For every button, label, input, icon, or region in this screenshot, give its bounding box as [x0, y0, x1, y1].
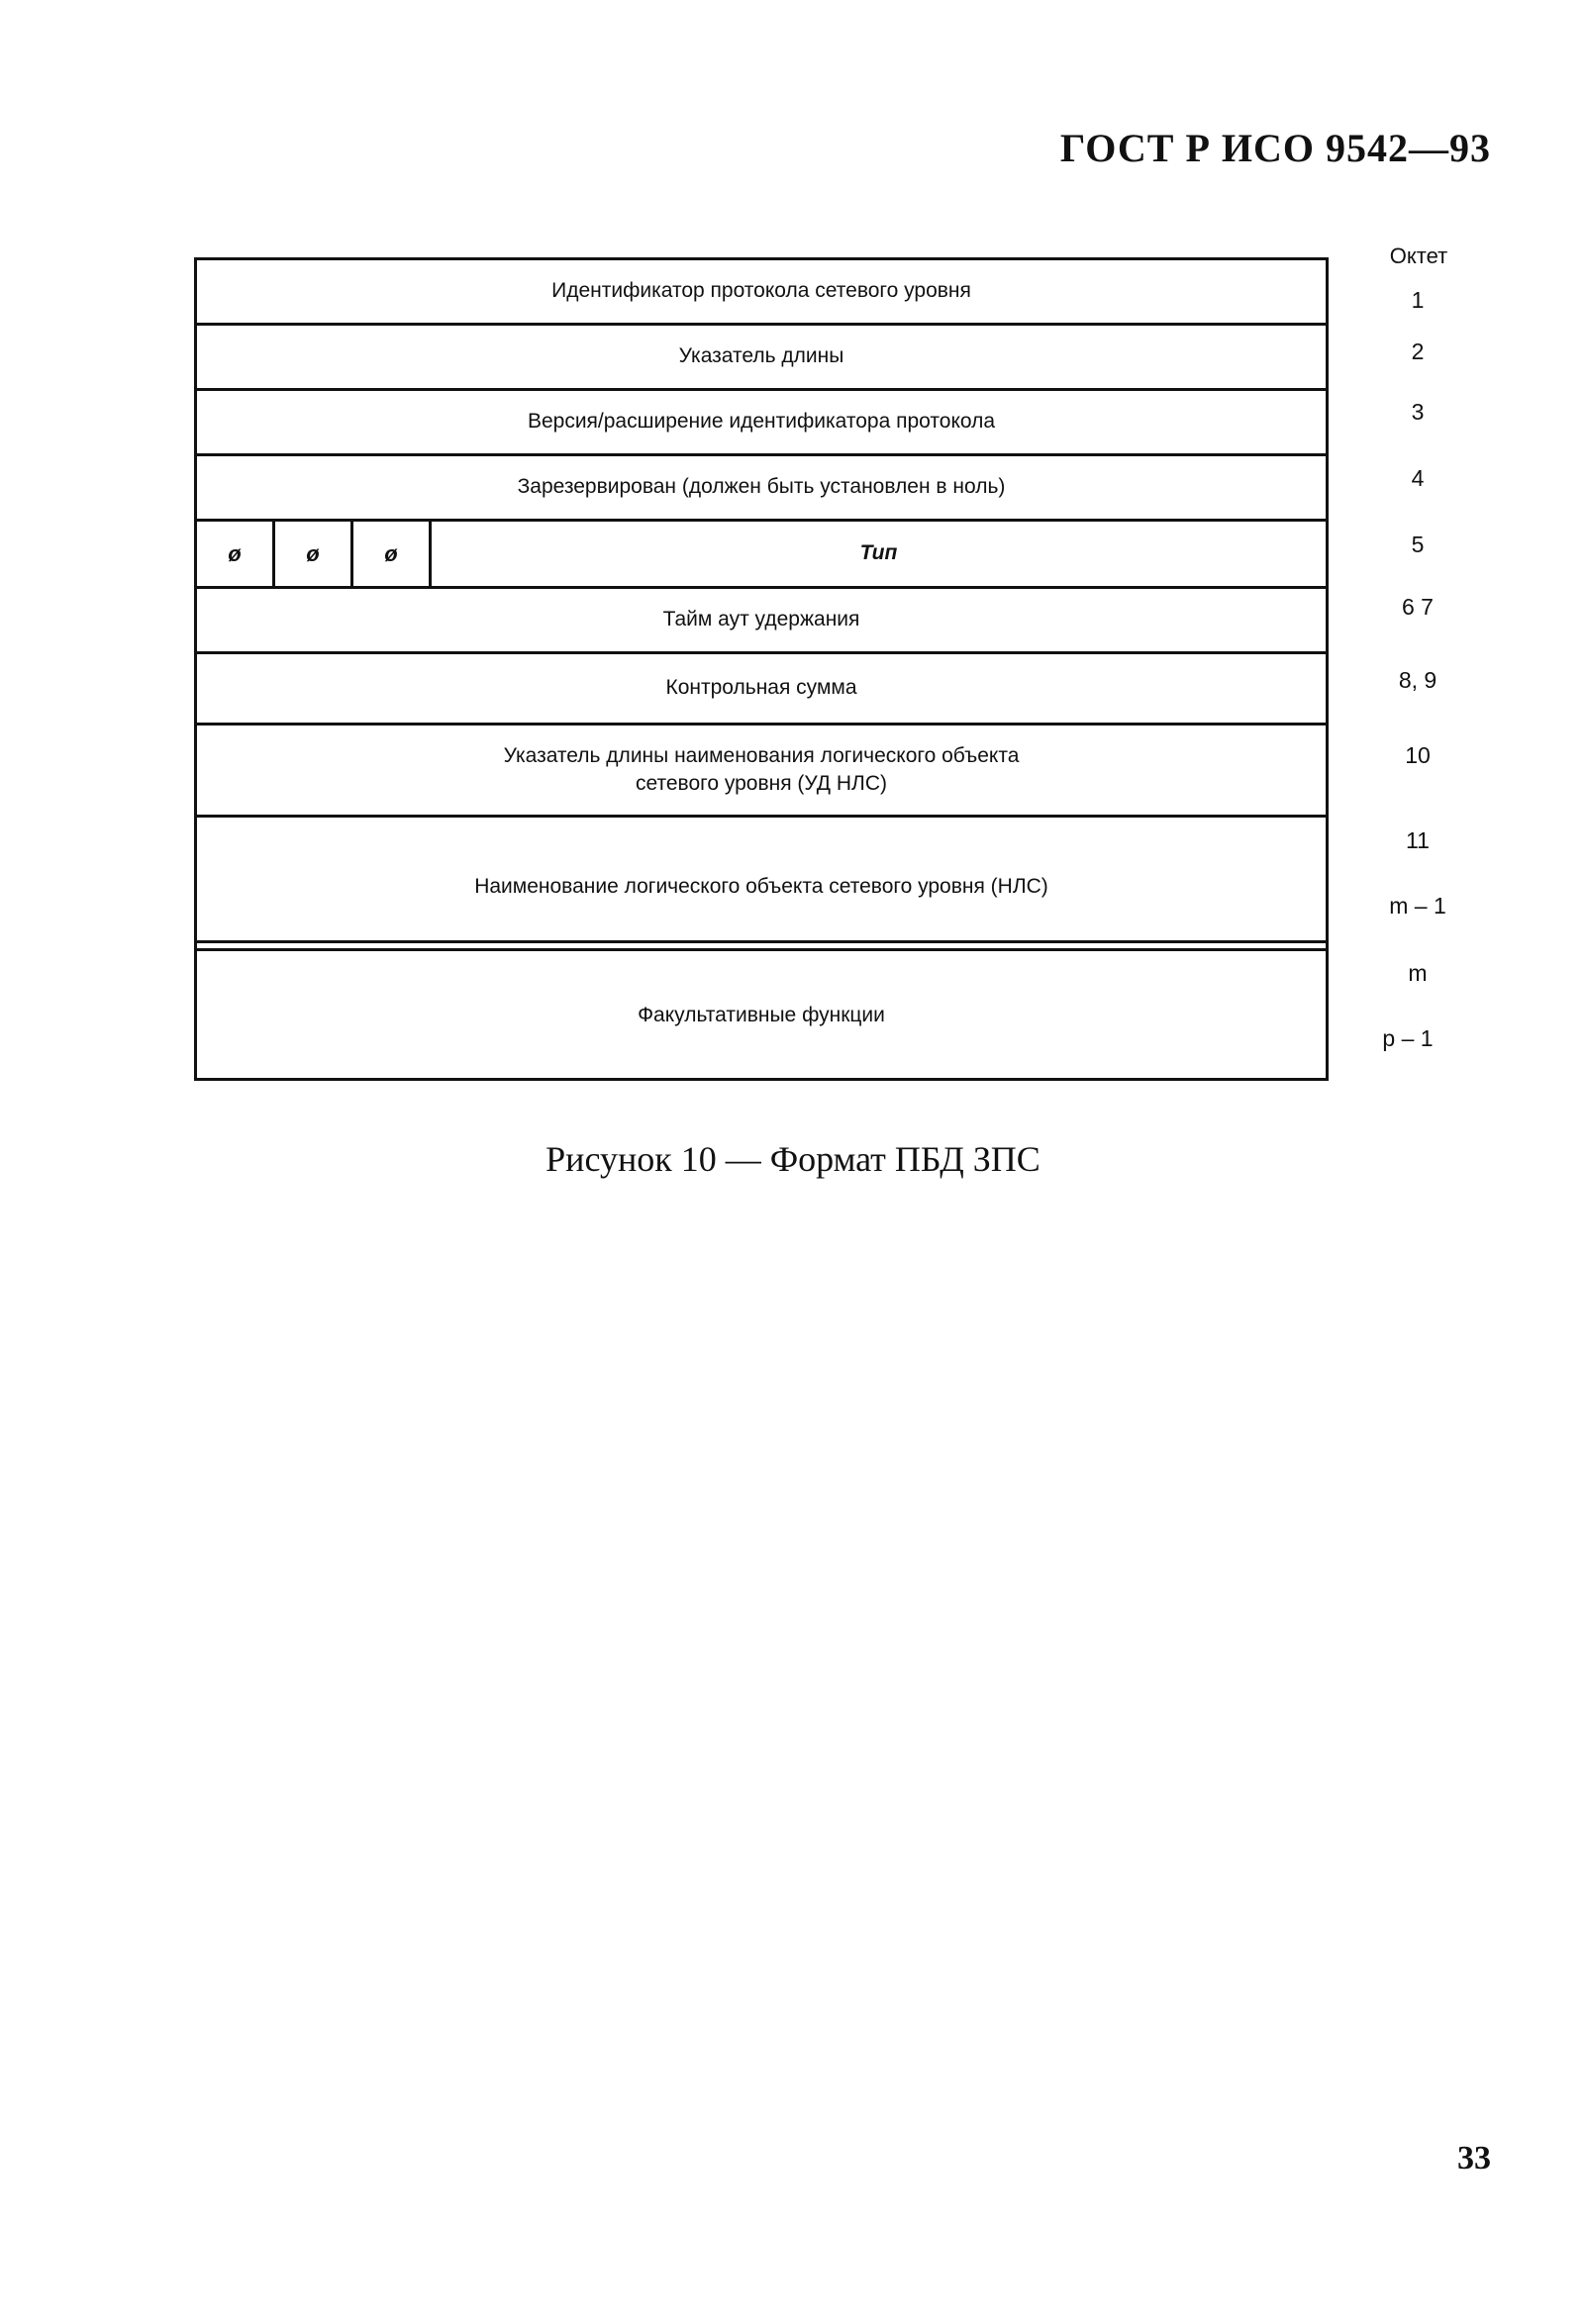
field-label: Наименование логического объекта сетевого уровня (НЛС): [474, 875, 1048, 898]
octet-column-header: Октет: [1389, 243, 1448, 268]
field-label: Контрольная сумма: [665, 676, 857, 700]
octet-number: 5: [1411, 532, 1425, 557]
octet-number: 8, 9: [1398, 667, 1437, 693]
field-row-version: [194, 388, 1329, 453]
octet-number: 1: [1411, 287, 1425, 313]
octet-number: m – 1: [1389, 893, 1446, 919]
field-block-nsap-name: [194, 818, 1329, 948]
field-row-checksum: [194, 651, 1329, 723]
field-row-reserved: [194, 453, 1329, 519]
flag-bit-cell: ø: [353, 522, 432, 586]
flag-bit-cell: ø: [275, 522, 353, 586]
octet-number: 2: [1411, 339, 1425, 364]
field-label: Указатель длины наименования логического объекта сетевого уровня (УД НЛС): [503, 743, 1020, 795]
figure-caption: Рисунок 10 — Формат ПБД ЗПС: [545, 1139, 1041, 1179]
page-header: ГОСТ Р ИСО 9542—93: [1059, 126, 1491, 170]
page-number: 33: [1457, 2140, 1491, 2177]
field-row-length-indicator: [194, 323, 1329, 388]
octet-number: 6 7: [1402, 594, 1434, 620]
octet-number: 3: [1411, 399, 1425, 425]
octet-number: 10: [1405, 742, 1431, 768]
field-label: Тип: [859, 541, 898, 565]
field-label: Зарезервирован (должен быть установлен в ноль): [517, 475, 1006, 499]
field-row-type: [194, 519, 1329, 586]
field-row-nsap-length: [194, 723, 1329, 818]
field-label: Факультативные функции: [638, 1004, 885, 1026]
flag-bit-cell: ø: [197, 522, 275, 586]
divider-line: [197, 940, 1326, 943]
field-row-protocol-id: [194, 257, 1329, 323]
field-row-holding-timer: [194, 586, 1329, 651]
field-label: Идентификатор протокола сетевого уровня: [551, 279, 971, 303]
pdu-format-diagram: [194, 257, 1329, 1081]
field-label: Версия/расширение идентификатора протокола: [527, 410, 996, 434]
divider-line: [197, 948, 1326, 951]
octet-number: p – 1: [1382, 1025, 1434, 1051]
field-label: Тайм аут удержания: [662, 608, 860, 631]
field-label: Указатель длины: [678, 344, 844, 368]
field-block-optional-functions: [194, 948, 1329, 1081]
octet-number: 11: [1406, 827, 1430, 853]
octet-number: m: [1408, 960, 1428, 986]
octet-number: 4: [1411, 465, 1425, 491]
